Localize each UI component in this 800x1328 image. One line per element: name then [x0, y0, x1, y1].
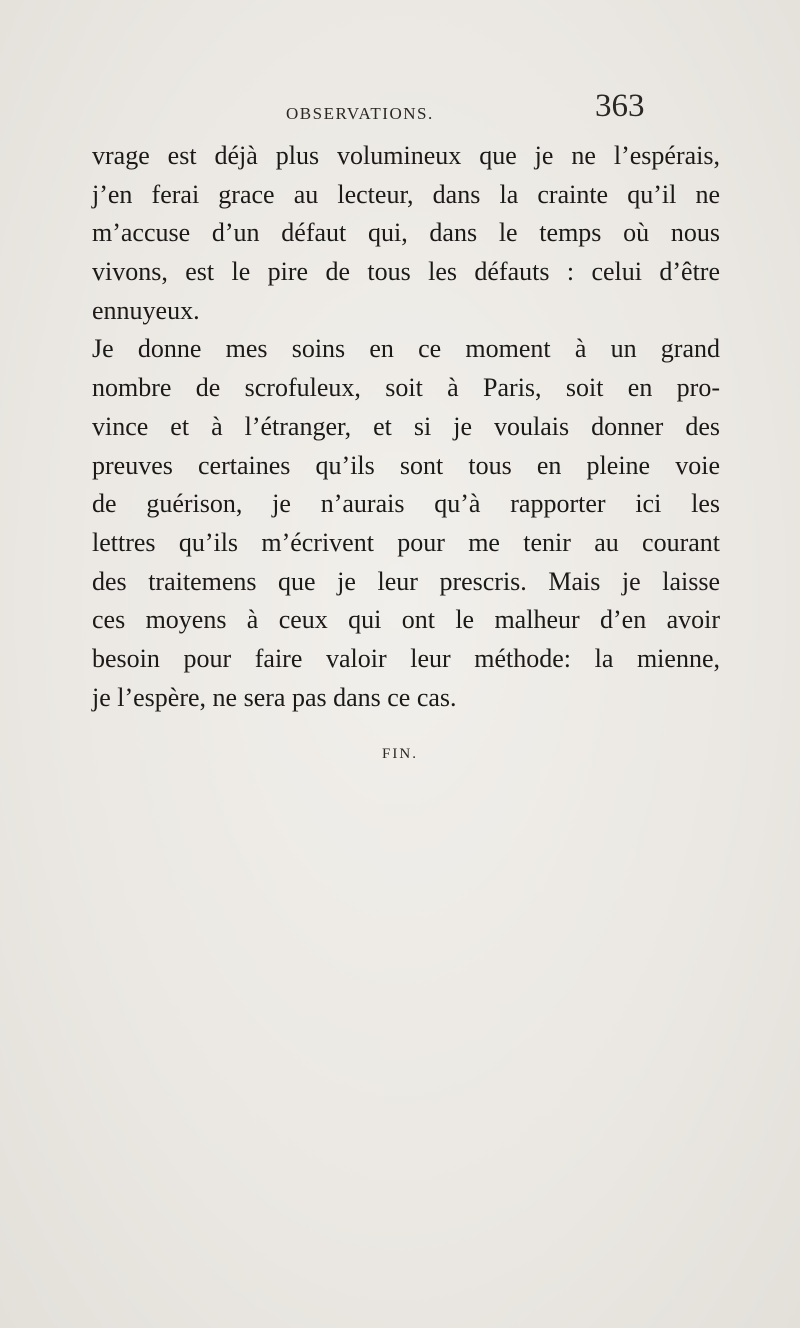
- text-line: je l’espère, ne sera pas dans ce cas.: [92, 682, 457, 712]
- text-line: vrage est déjà plus volumineux que je ne l’espérais,: [92, 141, 720, 170]
- body-text: [92, 137, 720, 717]
- text-line: Je donne mes soins en ce moment à un grand: [92, 334, 720, 364]
- text-line: ennuyeux.: [92, 295, 200, 325]
- page-number: 363: [595, 88, 645, 124]
- text-line: j’en ferai grace au lecteur, dans la crainte qu’il ne: [92, 179, 720, 209]
- text-line: ces moyens à ceux qui ont le malheur d’en avoir: [92, 605, 720, 635]
- text-line: m’accuse d’un défaut qui, dans le temps où nous: [92, 218, 720, 248]
- running-head-title: OBSERVATIONS.: [286, 104, 434, 123]
- text-line: vivons, est le pire de tous les défauts : celui d’être: [92, 257, 720, 287]
- text-line: des traitemens que je leur prescris. Mais je laisse: [92, 566, 720, 596]
- text-line: vince et à l’étranger, et si je voulais donner des: [92, 411, 720, 441]
- text-line: lettres qu’ils m’écrivent pour me tenir au courant: [92, 527, 720, 557]
- text-line: de guérison, je n’aurais qu’à rapporter ici les: [92, 489, 720, 519]
- end-mark: FIN.: [382, 746, 418, 762]
- text-line: preuves certaines qu’ils sont tous en pleine voie: [92, 450, 720, 480]
- text-line: nombre de scrofuleux, soit à Paris, soit en pro-: [92, 373, 720, 403]
- text-line: besoin pour faire valoir leur méthode: la mienne,: [92, 643, 720, 673]
- running-head: [0, 88, 800, 132]
